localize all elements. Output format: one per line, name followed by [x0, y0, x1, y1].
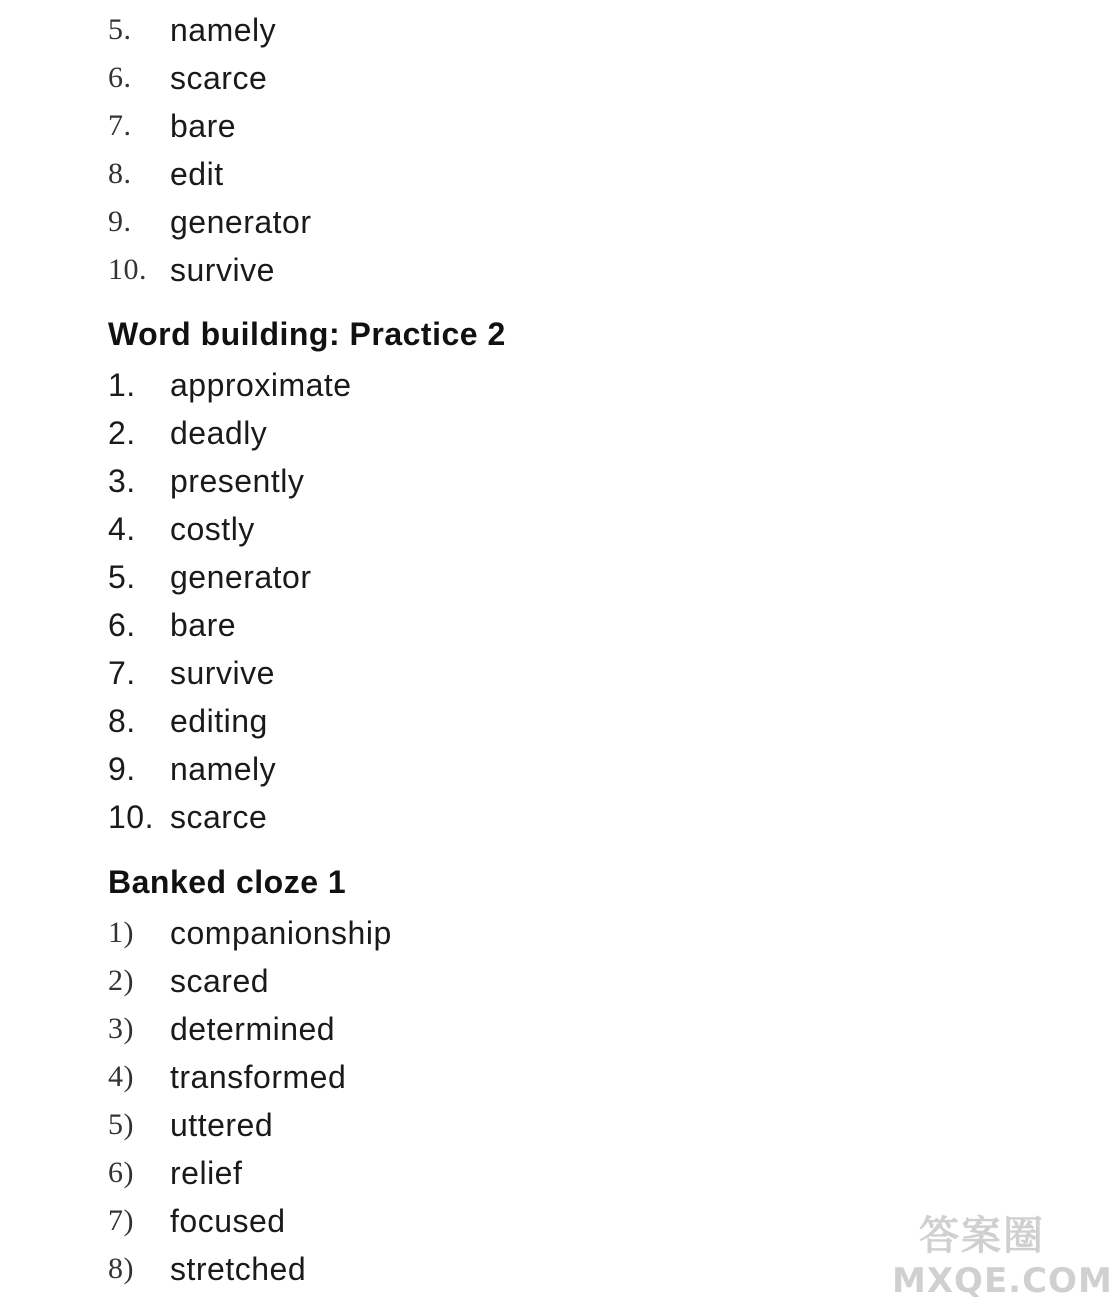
list-item	[108, 102, 236, 150]
item-number: 9.	[108, 205, 132, 238]
item-word: survive	[170, 251, 275, 288]
item-word: focused	[170, 1202, 286, 1239]
item-number: 6)	[108, 1156, 134, 1189]
item-word: namely	[170, 11, 277, 48]
item-word: relief	[170, 1154, 243, 1191]
item-number: 5)	[108, 1108, 134, 1141]
item-number: 3.	[108, 462, 136, 499]
item-word: scared	[170, 962, 270, 999]
list-item	[108, 1053, 346, 1101]
list-item	[108, 909, 392, 957]
list-item	[108, 793, 267, 841]
list-item	[108, 361, 352, 409]
item-word: bare	[170, 107, 237, 144]
item-word: bare	[170, 606, 237, 643]
item-number: 7.	[108, 654, 136, 691]
item-word: companionship	[170, 914, 392, 951]
list-item	[108, 54, 267, 102]
section-heading: Banked cloze 1	[108, 864, 347, 900]
item-number: 8.	[108, 157, 132, 190]
item-number: 8)	[108, 1252, 134, 1285]
list-item	[108, 1149, 242, 1197]
list-item	[108, 409, 267, 457]
item-word: editing	[170, 702, 268, 739]
watermark-title: 答案圈	[919, 1213, 1045, 1259]
item-word: namely	[170, 750, 277, 787]
list-item	[108, 6, 276, 54]
list-item	[108, 505, 255, 553]
item-word: deadly	[170, 414, 268, 451]
item-number: 1)	[108, 916, 134, 949]
item-word: stretched	[170, 1250, 307, 1287]
item-number: 2)	[108, 964, 134, 997]
item-number: 4)	[108, 1060, 134, 1093]
list-item	[108, 553, 311, 601]
item-number: 2.	[108, 414, 136, 451]
item-word: costly	[170, 510, 255, 547]
section-heading: Word building: Practice 2	[108, 316, 506, 352]
item-word: scarce	[170, 59, 268, 96]
list-item	[108, 601, 236, 649]
item-word: transformed	[170, 1058, 347, 1095]
list-item	[108, 150, 224, 198]
item-word: determined	[170, 1010, 336, 1047]
list-item	[108, 1197, 286, 1245]
item-word: edit	[170, 155, 224, 192]
item-word: scarce	[170, 798, 268, 835]
item-number: 7.	[108, 109, 132, 142]
item-word: presently	[170, 462, 305, 499]
item-number: 10.	[108, 253, 147, 286]
list-item	[108, 957, 269, 1005]
item-word: generator	[170, 558, 312, 595]
item-number: 7)	[108, 1204, 134, 1237]
watermark-logo	[892, 1211, 1113, 1311]
watermark-domain: MXQE.COM	[892, 1261, 1113, 1301]
item-number: 10.	[108, 798, 154, 835]
item-number: 6.	[108, 61, 132, 94]
item-word: approximate	[170, 366, 352, 403]
item-number: 6.	[108, 606, 136, 643]
list-item	[108, 1101, 273, 1149]
item-number: 3)	[108, 1012, 134, 1045]
item-number: 5.	[108, 558, 136, 595]
list-item	[108, 198, 311, 246]
item-number: 4.	[108, 510, 136, 547]
list-item	[108, 649, 275, 697]
item-word: generator	[170, 203, 312, 240]
item-number: 8.	[108, 702, 136, 739]
list-item	[108, 697, 268, 745]
list-item	[108, 246, 275, 294]
item-word: survive	[170, 654, 275, 691]
list-item	[108, 1245, 306, 1293]
item-word: uttered	[170, 1106, 274, 1143]
list-item	[108, 1005, 335, 1053]
list-item	[108, 457, 304, 505]
item-number: 5.	[108, 13, 132, 46]
item-number: 1.	[108, 366, 136, 403]
item-number: 9.	[108, 750, 136, 787]
list-item	[108, 745, 276, 793]
